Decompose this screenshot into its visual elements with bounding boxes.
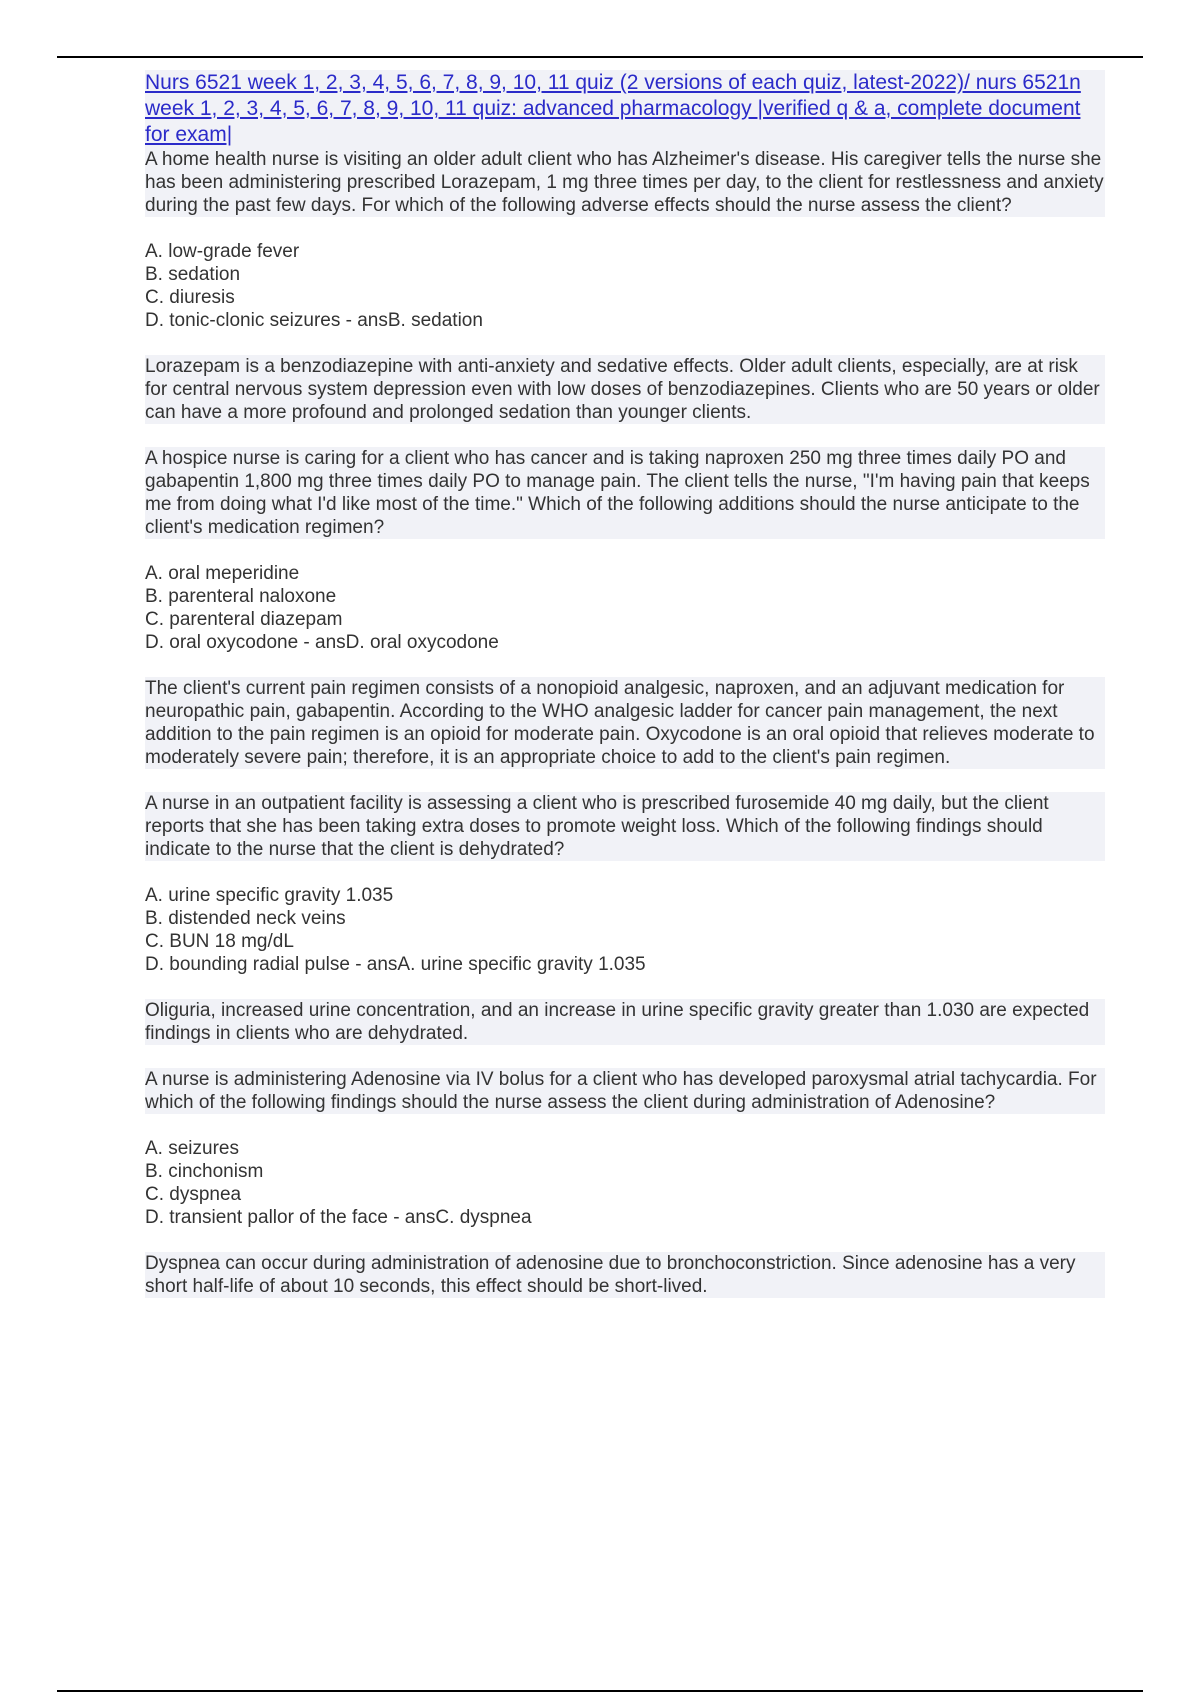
question-1-option-d-answer: D. tonic-clonic seizures - ansB. sedation xyxy=(145,310,483,331)
question-2-text: A hospice nurse is caring for a client who has cancer and is taking naproxen 250 mg three times daily PO and gabapentin 1,800 mg three times daily PO to manage pain. The client tells the nurse, "I'm having pain that keeps me from doing what I'd like most of the time." Which of the following additions should the nurse anticipate to the client's medication regimen? xyxy=(145,447,1105,539)
question-3-option-d-answer: D. bounding radial pulse - ansA. urine specific gravity 1.035 xyxy=(145,954,646,975)
question-4-options xyxy=(145,1137,1105,1229)
question-3-options xyxy=(145,884,1105,976)
bottom-rule xyxy=(57,1690,1143,1692)
document-body xyxy=(145,70,1105,1298)
question-4-rationale: Dyspnea can occur during administration of adenosine due to bronchoconstriction. Since adenosine has a very short half-life of about 10 seconds, this effect should be short-lived. xyxy=(145,1252,1105,1298)
question-3-option-a: A. urine specific gravity 1.035 xyxy=(145,885,394,906)
question-1-option-b: B. sedation xyxy=(145,264,241,285)
top-rule xyxy=(57,56,1143,58)
question-3-option-b: B. distended neck veins xyxy=(145,908,346,929)
question-2-option-d-answer: D. oral oxycodone - ansD. oral oxycodone xyxy=(145,632,499,653)
question-1-option-c: C. diuresis xyxy=(145,287,235,308)
question-1-option-a: A. low-grade fever xyxy=(145,241,300,262)
question-2-rationale: The client's current pain regimen consists of a nonopioid analgesic, naproxen, and an adjuvant medication for neuropathic pain, gabapentin. According to the WHO analgesic ladder for cancer pain management, the next addition to the pain regimen is an opioid for moderate pain. Oxycodone is an oral opioid that relieves moderate to moderately severe pain; therefore, it is an appropriate choice to add to the client's pain regimen. xyxy=(145,677,1105,769)
question-3-text: A nurse in an outpatient facility is assessing a client who is prescribed furosemide 40 mg daily, but the client reports that she has been taking extra doses to promote weight loss. Which of the following findings should indicate to the nurse that the client is dehydrated? xyxy=(145,792,1105,861)
question-2-option-c: C. parenteral diazepam xyxy=(145,609,343,630)
document-title-link[interactable]: Nurs 6521 week 1, 2, 3, 4, 5, 6, 7, 8, 9, 10, 11 quiz (2 versions of each quiz, latest-2022)/ nurs 6521n week 1, 2, 3, 4, 5, 6, 7, 8, 9, 10, 11 quiz: advanced pharmacology |verified q & a, complete document for exam| xyxy=(145,70,1105,148)
question-1-rationale: Lorazepam is a benzodiazepine with anti-anxiety and sedative effects. Older adult clients, especially, are at risk for central nervous system depression even with low doses of benzodiazepines. Clients who are 50 years or older can have a more profound and prolonged sedation than younger clients. xyxy=(145,355,1105,424)
question-2-option-b: B. parenteral naloxone xyxy=(145,586,337,607)
question-3-rationale: Oliguria, increased urine concentration, and an increase in urine specific gravity greater than 1.030 are expected findings in clients who are dehydrated. xyxy=(145,999,1105,1045)
question-1-options xyxy=(145,240,1105,332)
question-4-option-b: B. cinchonism xyxy=(145,1161,264,1182)
question-2-options xyxy=(145,562,1105,654)
question-4-option-d-answer: D. transient pallor of the face - ansC. dyspnea xyxy=(145,1207,532,1228)
question-1-text: A home health nurse is visiting an older adult client who has Alzheimer's disease. His caregiver tells the nurse she has been administering prescribed Lorazepam, 1 mg three times per day, to the client for restlessness and anxiety during the past few days. For which of the following adverse effects should the nurse assess the client? xyxy=(145,149,1104,216)
question-4-option-a: A. seizures xyxy=(145,1138,239,1159)
question-4-text: A nurse is administering Adenosine via IV bolus for a client who has developed paroxysmal atrial tachycardia. For which of the following findings should the nurse assess the client during administration of Adenosine? xyxy=(145,1068,1105,1114)
question-3-option-c: C. BUN 18 mg/dL xyxy=(145,931,294,952)
question-2-option-a: A. oral meperidine xyxy=(145,563,300,584)
question-4-option-c: C. dyspnea xyxy=(145,1184,242,1205)
